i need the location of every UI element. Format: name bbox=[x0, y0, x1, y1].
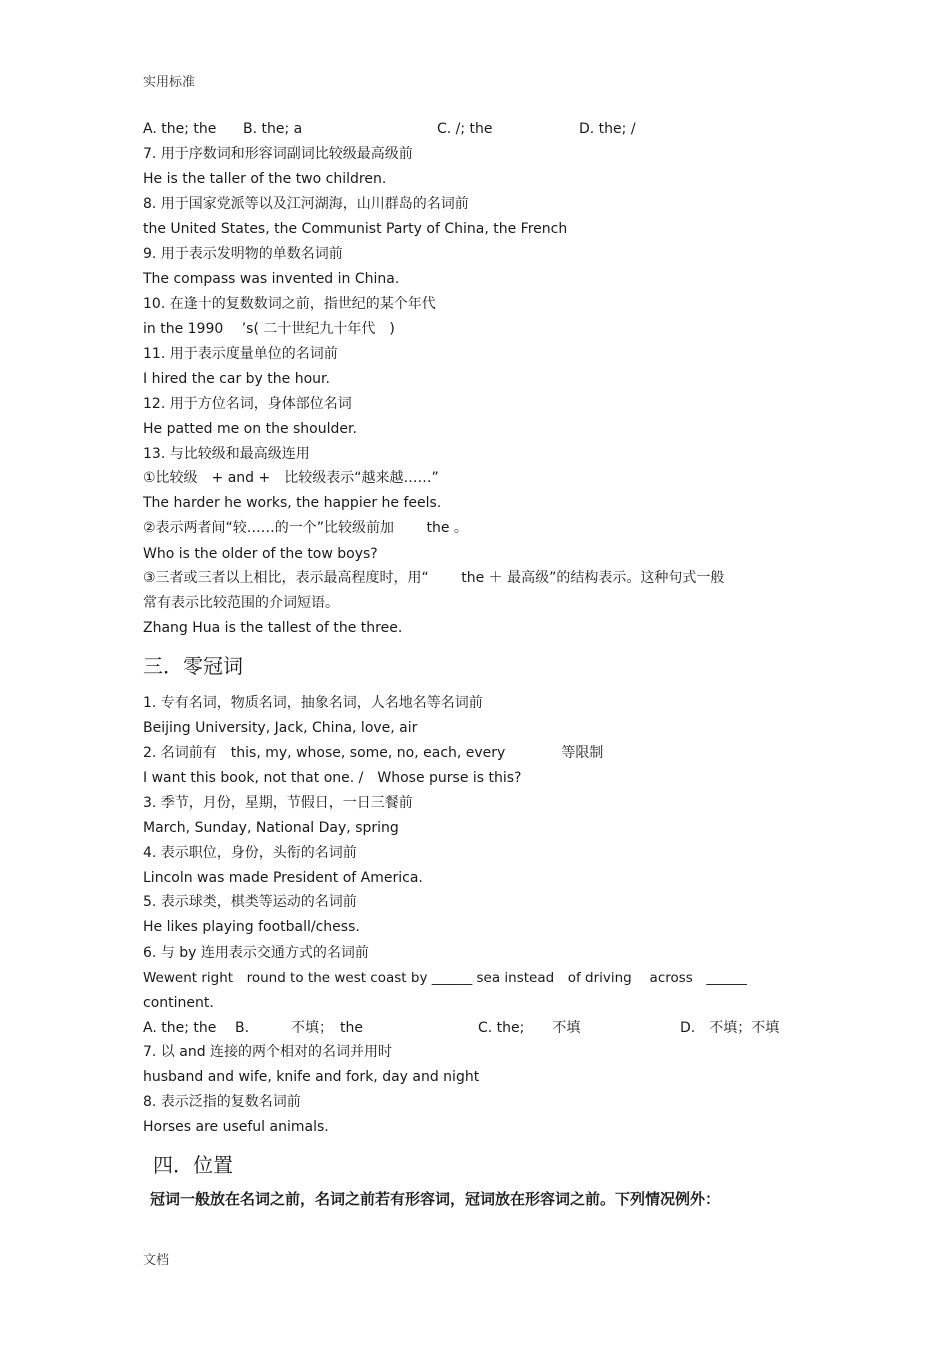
option-a: A. the; the bbox=[143, 1020, 217, 1036]
rule-line: 9. 用于表示发明物的单数名词前 bbox=[143, 246, 343, 262]
example-line: the United States, the Communist Party of China, the French bbox=[143, 221, 568, 237]
option-b: B. the; a bbox=[243, 121, 303, 137]
rule-line: 7. 用于序数词和形容词副词比较级最高级前 bbox=[143, 146, 413, 162]
rule-line: 3. 季节，月份，星期，节假日，一日三餐前 bbox=[143, 795, 413, 811]
option-b: B. 不填； the bbox=[235, 1020, 364, 1036]
option-a: A. the; the bbox=[143, 121, 217, 137]
rule-subline: 常有表示比较范围的介词短语。 bbox=[143, 595, 339, 611]
rule-line: 4. 表示职位，身份，头衔的名词前 bbox=[143, 845, 357, 861]
example-line: Who is the older of the tow boys? bbox=[143, 546, 378, 562]
rule-line: 13. 与比较级和最高级连用 bbox=[143, 446, 310, 462]
question-line: continent. bbox=[143, 995, 214, 1011]
page-header: 实用标准 bbox=[143, 75, 196, 90]
rule-line: 12. 用于方位名词，身体部位名词 bbox=[143, 396, 352, 412]
rule-subline: ③三者或三者以上相比，表示最高程度时，用“ the ＋ 最高级”的结构表示。这种句式一般 bbox=[143, 570, 725, 586]
example-line: March, Sunday, National Day, spring bbox=[143, 820, 399, 836]
rule-line: 11. 用于表示度量单位的名词前 bbox=[143, 346, 338, 362]
option-d: D. the; / bbox=[579, 121, 636, 137]
rule-line: 7. 以 and 连接的两个相对的名词并用时 bbox=[143, 1044, 393, 1060]
rule-line: 5. 表示球类，棋类等运动的名词前 bbox=[143, 894, 357, 910]
section-title-zero-article: 三．零冠词 bbox=[143, 654, 243, 678]
page-footer: 文档 bbox=[143, 1253, 170, 1268]
section-intro-text: 冠词一般放在名词之前，名词之前若有形容词，冠词放在形容词之前。下列情况例外： bbox=[150, 1190, 721, 1208]
example-line: I want this book, not that one. / Whose purse is this? bbox=[143, 770, 522, 786]
rule-line: 8. 表示泛指的复数名词前 bbox=[143, 1094, 301, 1110]
example-line: Beijing University, Jack, China, love, air bbox=[143, 720, 418, 736]
option-c: C. the; 不填 bbox=[478, 1020, 581, 1036]
question-line: Wewent right round to the west coast by ______ sea instead of driving across ______ bbox=[143, 970, 747, 986]
example-line: Lincoln was made President of America. bbox=[143, 870, 423, 886]
rule-subline: ①比较级 + and + 比较级表示“越来越……” bbox=[143, 470, 439, 486]
rule-line: 8. 用于国家党派等以及江河湖海，山川群岛的名词前 bbox=[143, 196, 469, 212]
rule-line: 2. 名词前有 this, my, whose, some, no, each, every 等限制 bbox=[143, 745, 604, 761]
rule-line: 1. 专有名词，物质名词，抽象名词，人名地名等名词前 bbox=[143, 695, 483, 711]
example-line: Horses are useful animals. bbox=[143, 1119, 329, 1135]
section-title-position: 四．位置 bbox=[153, 1153, 233, 1177]
rule-line: 10. 在逢十的复数数词之前，指世纪的某个年代 bbox=[143, 296, 436, 312]
option-d: D. 不填；不填 bbox=[680, 1020, 780, 1036]
example-line: The compass was invented in China. bbox=[143, 271, 400, 287]
example-line: He likes playing football/chess. bbox=[143, 919, 360, 935]
option-c: C. /; the bbox=[437, 121, 493, 137]
example-line: He is the taller of the two children. bbox=[143, 171, 387, 187]
example-line: husband and wife, knife and fork, day and night bbox=[143, 1069, 480, 1085]
example-line: I hired the car by the hour. bbox=[143, 371, 330, 387]
example-line: in the 1990 ’s( 二十世纪九十年代 ) bbox=[143, 321, 395, 337]
rule-line: 6. 与 by 连用表示交通方式的名词前 bbox=[143, 945, 369, 961]
example-line: Zhang Hua is the tallest of the three. bbox=[143, 620, 403, 636]
example-line: He patted me on the shoulder. bbox=[143, 421, 357, 437]
rule-subline: ②表示两者间“较……的一个”比较级前加 the 。 bbox=[143, 520, 468, 536]
example-line: The harder he works, the happier he feels. bbox=[143, 495, 442, 511]
